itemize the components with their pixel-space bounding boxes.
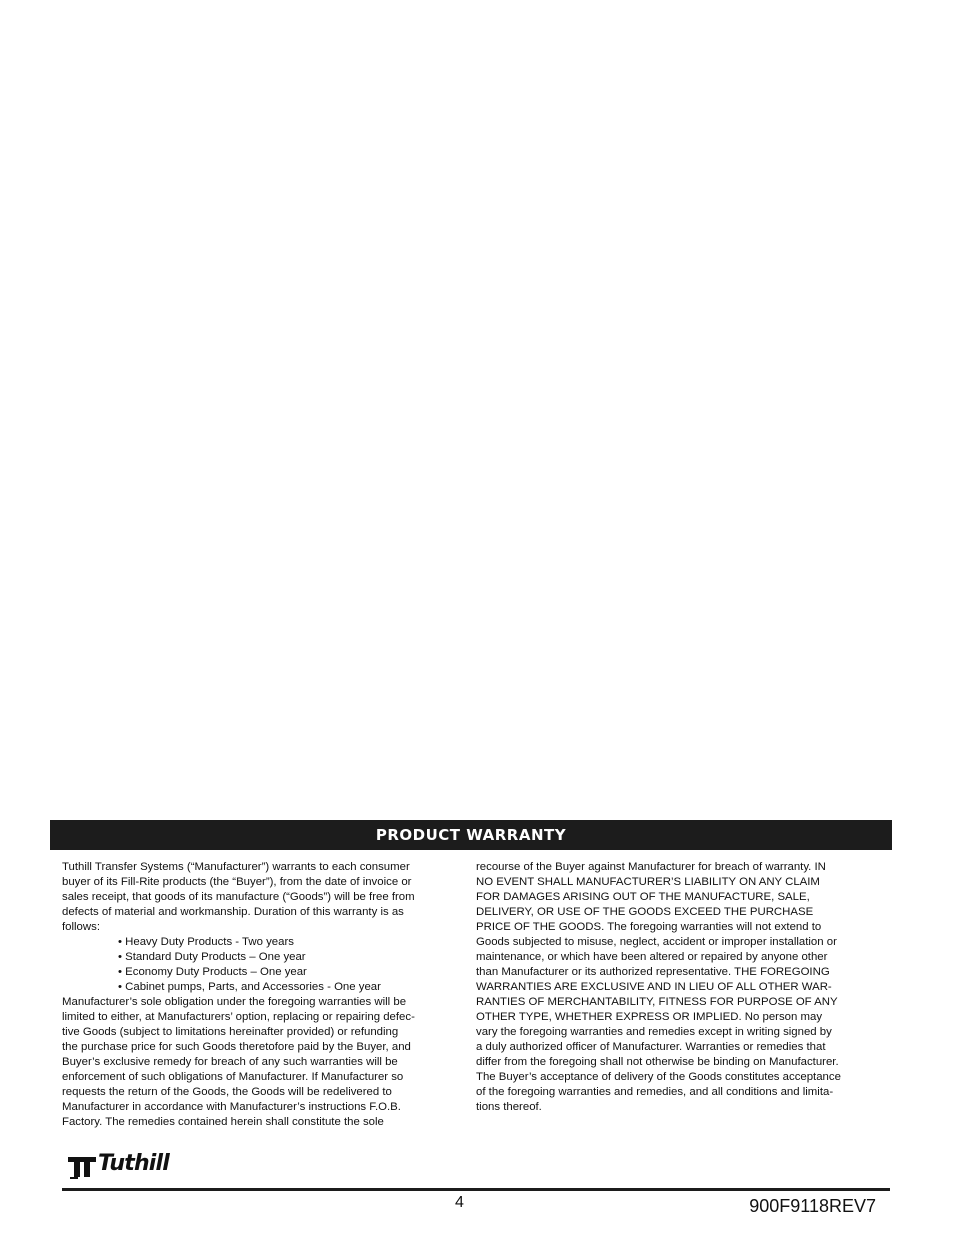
warranty-duration-item: • Economy Duty Products – One year <box>118 966 307 978</box>
paragraph-line: RANTIES OF MERCHANTABILITY, FITNESS FOR PURPOSE OF ANY <box>476 996 838 1008</box>
paragraph-line: differ from the foregoing shall not otherwise be binding on Manufacturer. <box>476 1056 839 1068</box>
tuthill-logo-mark-icon <box>66 1153 98 1179</box>
warranty-duration-item: • Standard Duty Products – One year <box>118 951 306 963</box>
paragraph-line: of the foregoing warranties and remedies, and all conditions and limita- <box>476 1086 834 1098</box>
paragraph-line: Manufacturer’s sole obligation under the foregoing warranties will be <box>62 996 407 1008</box>
paragraph-line: tions thereof. <box>476 1101 542 1113</box>
paragraph-line: FOR DAMAGES ARISING OUT OF THE MANUFACTURE, SALE, <box>476 891 810 903</box>
footer-divider <box>62 1188 890 1191</box>
warranty-left-column <box>62 860 457 1130</box>
paragraph-line: the purchase price for such Goods theretofore paid by the Buyer, and <box>62 1041 411 1053</box>
warranty-duration-item: • Cabinet pumps, Parts, and Accessories - One year <box>118 981 381 993</box>
document-code: 900F9118REV7 <box>749 1196 876 1216</box>
paragraph-line: Goods subjected to misuse, neglect, accident or improper installation or <box>476 936 837 948</box>
paragraph-line: recourse of the Buyer against Manufacturer for breach of warranty. IN <box>476 861 826 873</box>
paragraph-line: Factory. The remedies contained herein shall constitute the sole <box>62 1116 384 1128</box>
paragraph-line: Manufacturer in accordance with Manufacturer’s instructions F.O.B. <box>62 1101 401 1113</box>
section-title: PRODUCT WARRANTY <box>375 826 567 844</box>
paragraph-line: buyer of its Fill-Rite products (the “Buyer”), from the date of invoice or <box>62 876 412 888</box>
paragraph-line: PRICE OF THE GOODS. The foregoing warranties will not extend to <box>476 921 822 933</box>
paragraph-line: Tuthill Transfer Systems (“Manufacturer”) warrants to each consumer <box>62 861 410 873</box>
paragraph-line: WARRANTIES ARE EXCLUSIVE AND IN LIEU OF ALL OTHER WAR- <box>476 981 832 993</box>
paragraph-line: a duly authorized officer of Manufacturer. Warranties or remedies that <box>476 1041 826 1053</box>
paragraph-line: maintenance, or which have been altered or repaired by anyone other <box>476 951 828 963</box>
paragraph-line: Buyer’s exclusive remedy for breach of any such warranties will be <box>62 1056 398 1068</box>
paragraph-line: requests the return of the Goods, the Goods will be redelivered to <box>62 1086 392 1098</box>
paragraph-line: vary the foregoing warranties and remedies except in writing signed by <box>476 1026 832 1038</box>
paragraph-line: enforcement of such obligations of Manufacturer. If Manufacturer so <box>62 1071 404 1083</box>
warranty-right-column <box>476 860 886 1115</box>
paragraph-line: than Manufacturer or its authorized representative. THE FOREGOING <box>476 966 830 978</box>
paragraph-line: DELIVERY, OR USE OF THE GOODS EXCEED THE PURCHASE <box>476 906 814 918</box>
page-number: 4 <box>455 1194 464 1211</box>
paragraph-line: limited to either, at Manufacturers’ option, replacing or repairing defec- <box>62 1011 415 1023</box>
tuthill-logo-text: Tuthill <box>98 1151 170 1176</box>
section-header-banner <box>50 820 892 850</box>
paragraph-line: tive Goods (subject to limitations hereinafter provided) or refunding <box>62 1026 399 1038</box>
paragraph-line: NO EVENT SHALL MANUFACTURER’S LIABILITY ON ANY CLAIM <box>476 876 820 888</box>
paragraph-line: The Buyer’s acceptance of delivery of the Goods constitutes acceptance <box>476 1071 841 1083</box>
paragraph-line: follows: <box>62 921 100 933</box>
paragraph-line: defects of material and workmanship. Duration of this warranty is as <box>62 906 404 918</box>
paragraph-line: sales receipt, that goods of its manufacture (“Goods”) will be free from <box>62 891 415 903</box>
tuthill-logo <box>66 1151 196 1181</box>
paragraph-line: OTHER TYPE, WHETHER EXPRESS OR IMPLIED. No person may <box>476 1011 823 1023</box>
warranty-duration-item: • Heavy Duty Products - Two years <box>118 936 294 948</box>
